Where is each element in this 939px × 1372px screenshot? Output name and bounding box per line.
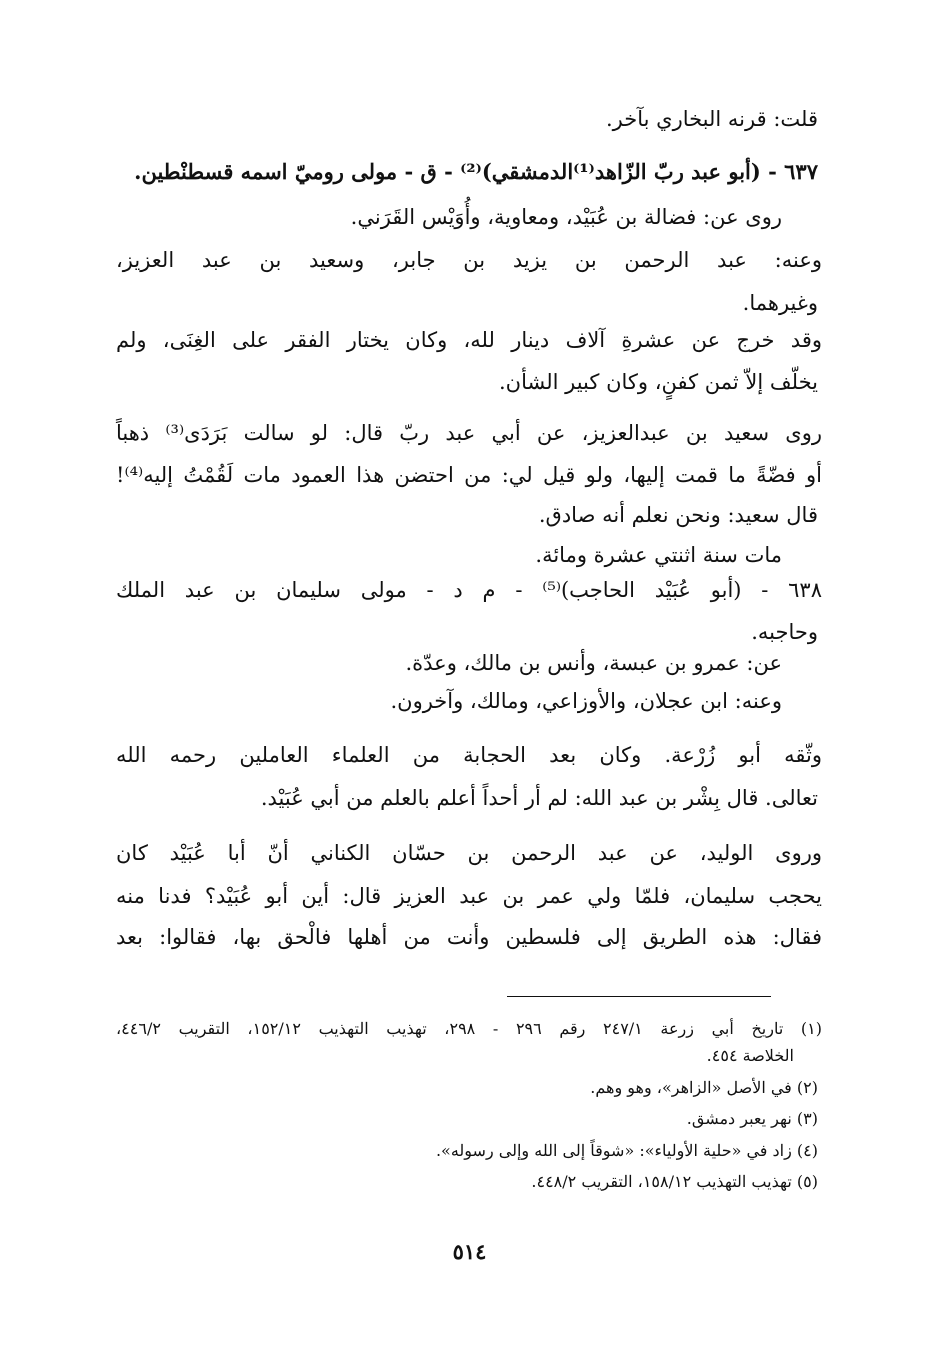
text-line: وثّقه أبو زُرْعة. وكان بعد الحجابة من العلماء العاملين رحمه الله xyxy=(116,743,822,767)
text-line: عن: عمرو بن عبسة، وأنس بن مالك، وعدّة. xyxy=(405,651,782,675)
text-line: وعنه: عبد الرحمن بن يزيد بن جابر، وسعيد بن عبد العزيز، xyxy=(116,248,822,272)
text-line: قلت: قرنه البخاري بآخر. xyxy=(605,107,818,131)
footnote-1-continuation: الخلاصة ٤٥٤. xyxy=(706,1046,794,1065)
entry-heading-638: ٦٣٨ - (أبو عُبَيْد الحاجب)⁽⁵⁾ - م د - مولى سليمان بن عبد الملك xyxy=(116,578,822,602)
text-line: قال سعيد: ونحن نعلم أنه صادق. xyxy=(538,503,818,527)
footnote-3: (٣) نهر يعبر دمشق. xyxy=(686,1109,818,1128)
footnote-5: (٥) تهذيب التهذيب ١٥٨/١٢، التقريب ٤٤٨/٢. xyxy=(531,1172,818,1191)
text-line: وروى الوليد، عن عبد الرحمن بن حسّان الكناني أنّ أبا عُبَيْد كان xyxy=(116,841,822,865)
text-line: وحاجبه. xyxy=(751,620,818,644)
text-line: مات سنة اثنتي عشرة ومائة. xyxy=(535,543,782,567)
text-line: يحجب سليمان، فلمّا ولي عمر بن عبد العزيز قال: أين أبو عُبَيْد؟ فدنا منه xyxy=(116,884,822,908)
footnote-2: (٢) في الأصل «الزاهر»، وهو وهم. xyxy=(590,1078,818,1097)
text-line: وعنه: ابن عجلان، والأوزاعي، ومالك، وآخرون. xyxy=(390,689,782,713)
text-line: أو فضّةً ما قمت إليها، ولو قيل لي: من احتضن هذا العمود مات لَقُمْتُ إليه⁽⁴⁾! xyxy=(116,463,822,487)
entry-heading-637: ٦٣٧ - (أبو عبد ربّ الزّاهد⁽¹⁾الدمشقي)⁽²⁾ - ق - مولى روميّ اسمه قسطنْطين. xyxy=(134,159,818,184)
footnote-divider xyxy=(507,996,771,997)
text-line: فقال: هذه الطريق إلى فلسطين وأنت من أهلها فالْحق بها، فقالوا: بعد xyxy=(116,925,822,949)
footnote-4: (٤) زاد في «حلية الأولياء»: «شوقاً إلى الله وإلى رسوله». xyxy=(435,1141,818,1160)
text-line: وغيرهما. xyxy=(742,291,818,315)
page-number: ٥١٤ xyxy=(452,1239,487,1264)
text-line: روى سعيد بن عبدالعزيز، عن أبي عبد ربّ قال: لو سالت بَرَدَى⁽³⁾ ذهباً xyxy=(116,421,822,445)
text-line: وقد خرج عن عشرةِ آلاف دينار لله، وكان يختار الفقر على الغِنَى، ولم xyxy=(116,328,822,352)
text-line: تعالى. قال بِشْر بن عبد الله: لم أر أحداً أعلم بالعلم من أبي عُبَيْد. xyxy=(260,786,818,810)
text-line: يخلّف إلاّ ثمن كفنٍ، وكان كبير الشأن. xyxy=(499,370,818,394)
text-line: روى عن: فضالة بن عُبَيْد، ومعاوية، وأُوَيْس القَرَني. xyxy=(350,205,782,229)
footnote-1: (١) تاريخ أبي زرعة ٢٤٧/١ رقم ٢٩٦ - ٢٩٨، تهذيب التهذيب ١٥٢/١٢، التقريب ٤٤٦/٢، xyxy=(116,1019,823,1038)
